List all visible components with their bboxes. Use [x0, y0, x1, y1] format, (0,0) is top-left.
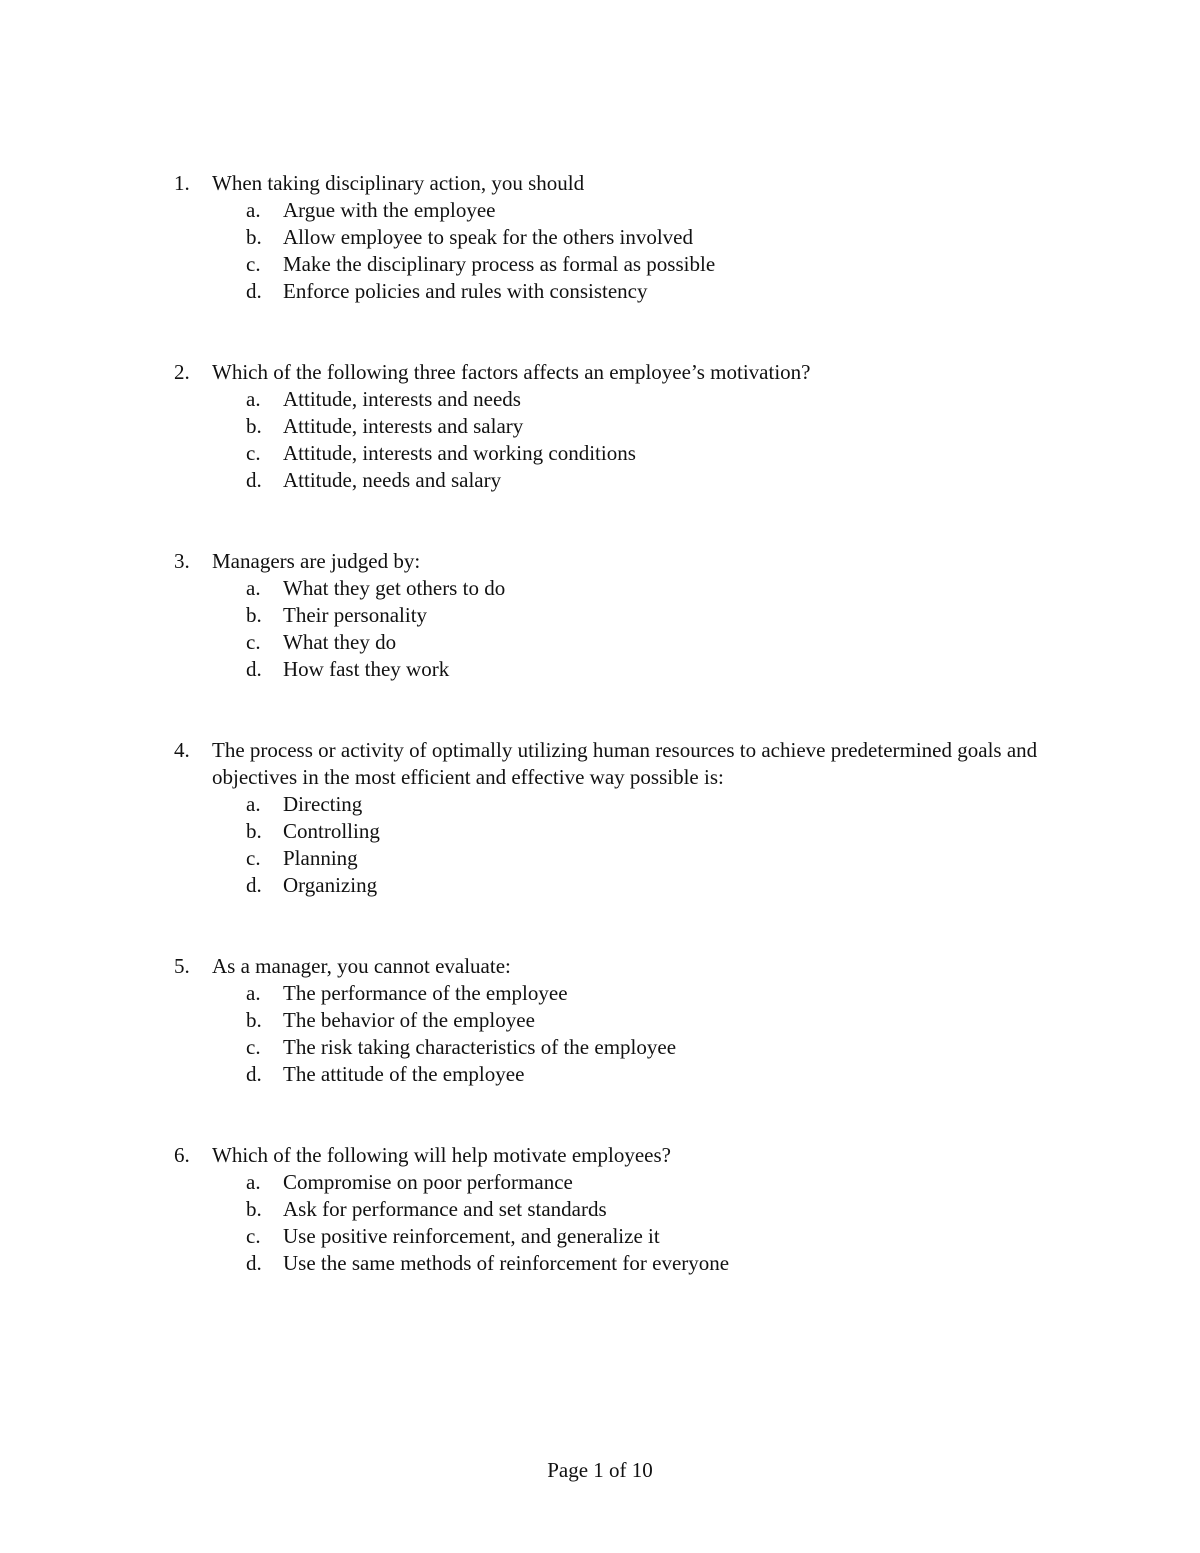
answer-option — [0, 629, 1200, 656]
option-letter: a. — [246, 387, 261, 411]
question-list — [0, 170, 1200, 1331]
option-text: Attitude, interests and salary — [283, 414, 524, 438]
option-letter: d. — [246, 873, 262, 897]
question-stem — [0, 170, 1200, 197]
option-text: Attitude, interests and needs — [283, 387, 521, 411]
option-text: Controlling — [283, 819, 380, 843]
question-stem — [0, 359, 1200, 386]
answer-option — [0, 1250, 1200, 1277]
option-text: The behavior of the employee — [283, 1008, 535, 1032]
option-text: How fast they work — [283, 657, 450, 681]
option-letter: b. — [246, 603, 262, 627]
option-letter: a. — [246, 576, 261, 600]
option-text: Allow employee to speak for the others involved — [283, 225, 693, 249]
answer-options — [0, 386, 1200, 494]
option-text: Attitude, needs and salary — [283, 468, 502, 492]
question-2 — [0, 359, 1200, 494]
answer-option — [0, 440, 1200, 467]
question-stem — [0, 548, 1200, 575]
answer-option — [0, 413, 1200, 440]
question-text: Which of the following three factors affects an employee’s motivation? — [212, 360, 811, 384]
answer-options — [0, 575, 1200, 683]
option-text: Make the disciplinary process as formal as possible — [283, 252, 716, 276]
answer-option — [0, 1223, 1200, 1250]
answer-option — [0, 872, 1200, 899]
option-letter: c. — [246, 1224, 261, 1248]
question-stem — [0, 953, 1200, 980]
question-number: 5. — [174, 954, 190, 978]
answer-option — [0, 1061, 1200, 1088]
option-letter: d. — [246, 657, 262, 681]
option-text: Use positive reinforcement, and generalize it — [283, 1224, 660, 1248]
answer-option — [0, 1034, 1200, 1061]
option-letter: c. — [246, 1035, 261, 1059]
option-letter: c. — [246, 630, 261, 654]
question-stem — [0, 737, 1200, 791]
option-letter: a. — [246, 981, 261, 1005]
page-number: Page 1 of 10 — [547, 1458, 653, 1482]
option-text: The attitude of the employee — [283, 1062, 525, 1086]
option-letter: a. — [246, 792, 261, 816]
option-letter: b. — [246, 1008, 262, 1032]
answer-option — [0, 575, 1200, 602]
answer-option — [0, 791, 1200, 818]
option-letter: d. — [246, 468, 262, 492]
option-text: Their personality — [283, 603, 428, 627]
question-text: Which of the following will help motivate employees? — [212, 1143, 671, 1167]
option-text: The performance of the employee — [283, 981, 568, 1005]
question-number: 1. — [174, 171, 190, 195]
page-footer — [0, 1457, 1200, 1484]
option-text: What they do — [283, 630, 397, 654]
answer-option — [0, 602, 1200, 629]
option-letter: b. — [246, 414, 262, 438]
answer-option — [0, 818, 1200, 845]
answer-option — [0, 1169, 1200, 1196]
option-letter: b. — [246, 225, 262, 249]
option-letter: d. — [246, 1062, 262, 1086]
option-text: Planning — [283, 846, 358, 870]
answer-option — [0, 1196, 1200, 1223]
answer-option — [0, 656, 1200, 683]
answer-options — [0, 1169, 1200, 1277]
question-1 — [0, 170, 1200, 305]
answer-option — [0, 197, 1200, 224]
option-letter: d. — [246, 279, 262, 303]
answer-options — [0, 980, 1200, 1088]
option-text: Argue with the employee — [283, 198, 496, 222]
question-text: As a manager, you cannot evaluate: — [212, 954, 511, 978]
option-letter: c. — [246, 252, 261, 276]
option-text: Organizing — [283, 873, 378, 897]
answer-option — [0, 467, 1200, 494]
question-text: Managers are judged by: — [212, 549, 421, 573]
question-number: 3. — [174, 549, 190, 573]
answer-option — [0, 224, 1200, 251]
option-letter: c. — [246, 441, 261, 465]
option-text: Attitude, interests and working conditions — [283, 441, 636, 465]
option-text: Enforce policies and rules with consistency — [283, 279, 648, 303]
question-stem — [0, 1142, 1200, 1169]
option-text: Directing — [283, 792, 363, 816]
option-letter: a. — [246, 1170, 261, 1194]
answer-option — [0, 251, 1200, 278]
question-3 — [0, 548, 1200, 683]
option-letter: d. — [246, 1251, 262, 1275]
question-text: When taking disciplinary action, you should — [212, 171, 585, 195]
question-4 — [0, 737, 1200, 899]
question-number: 2. — [174, 360, 190, 384]
answer-option — [0, 1007, 1200, 1034]
answer-options — [0, 197, 1200, 305]
option-text: The risk taking characteristics of the employee — [283, 1035, 677, 1059]
option-text: Use the same methods of reinforcement for everyone — [283, 1251, 730, 1275]
answer-options — [0, 791, 1200, 899]
option-text: Ask for performance and set standards — [283, 1197, 607, 1221]
question-number: 6. — [174, 1143, 190, 1167]
option-text: What they get others to do — [283, 576, 506, 600]
answer-option — [0, 278, 1200, 305]
question-text: The process or activity of optimally utilizing human resources to achieve predetermined goals and objectives in the most efficient and effective way possible is: — [212, 738, 1038, 789]
option-text: Compromise on poor performance — [283, 1170, 573, 1194]
option-letter: c. — [246, 846, 261, 870]
option-letter: b. — [246, 1197, 262, 1221]
option-letter: a. — [246, 198, 261, 222]
question-number: 4. — [174, 738, 190, 762]
question-6 — [0, 1142, 1200, 1277]
answer-option — [0, 386, 1200, 413]
answer-option — [0, 980, 1200, 1007]
question-5 — [0, 953, 1200, 1088]
answer-option — [0, 845, 1200, 872]
option-letter: b. — [246, 819, 262, 843]
